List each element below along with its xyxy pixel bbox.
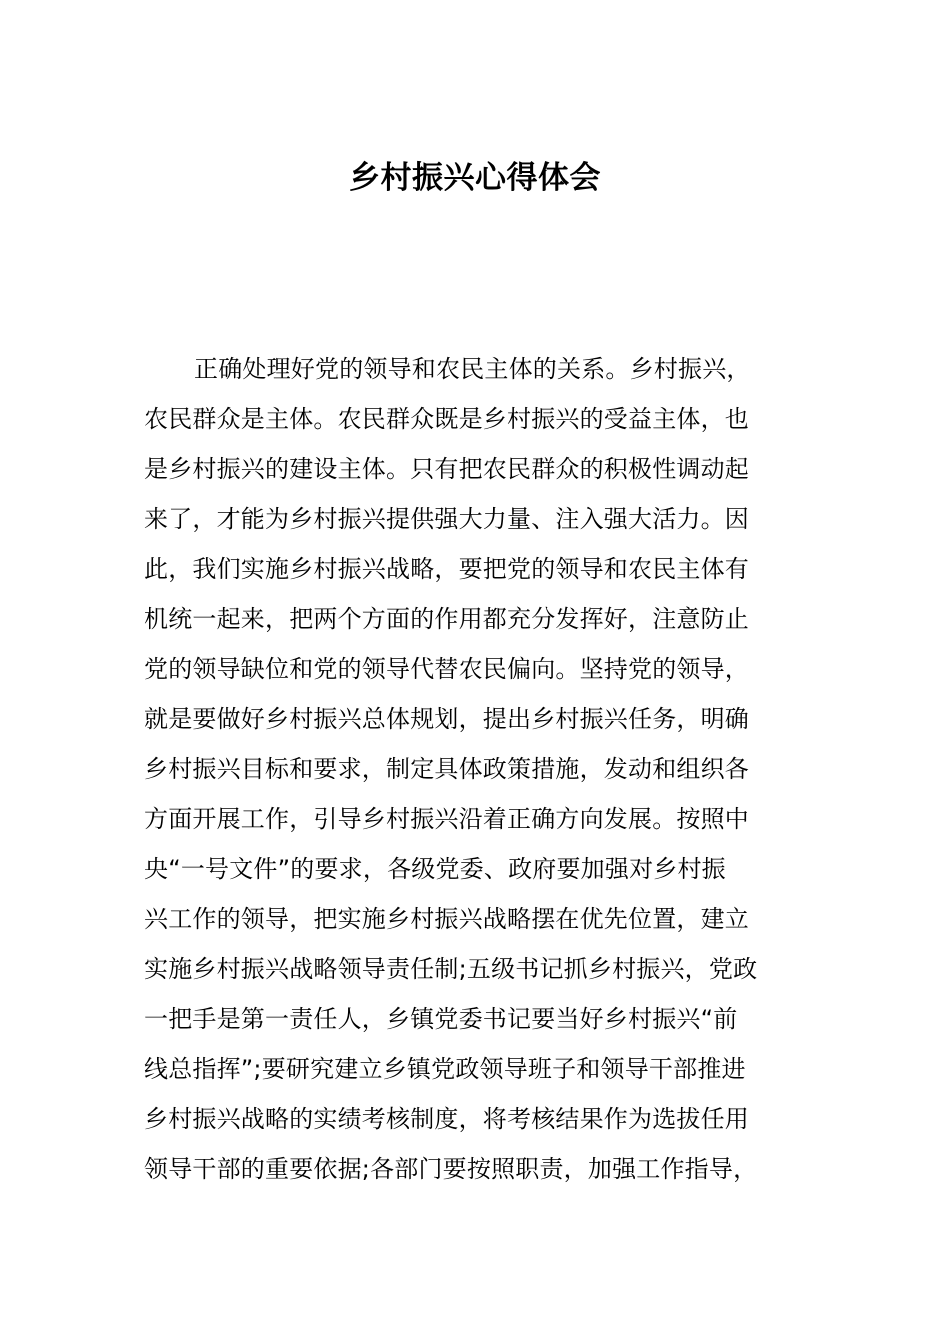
body-line: 机统一起来，把两个方面的作用都充分发挥好，注意防止 <box>144 605 749 633</box>
body-line: 乡村振兴战略的实绩考核制度，将考核结果作为选拔任用 <box>144 1105 749 1133</box>
body-line: 线总指挥”;要研究建立乡镇党政领导班子和领导干部推进 <box>144 1055 746 1083</box>
body-line: 一把手是第一责任人，乡镇党委书记要当好乡村振兴“前 <box>144 1005 738 1033</box>
body-line: 来了，才能为乡村振兴提供强大力量、注入强大活力。因 <box>144 505 749 533</box>
body-line: 党的领导缺位和党的领导代替农民偏向。坚持党的领导， <box>144 655 749 683</box>
body-line: 领导干部的重要依据;各部门要按照职责，加强工作指导， <box>144 1155 758 1183</box>
body-line: 此，我们实施乡村振兴战略，要把党的领导和农民主体有 <box>144 555 749 583</box>
body-line: 兴工作的领导，把实施乡村振兴战略摆在优先位置，建立 <box>144 905 749 933</box>
body-line: 正确处理好党的领导和农民主体的关系。乡村振兴， <box>194 355 751 383</box>
body-line: 乡村振兴目标和要求，制定具体政策措施，发动和组织各 <box>144 755 749 783</box>
body-line: 是乡村振兴的建设主体。只有把农民群众的积极性调动起 <box>144 455 749 483</box>
document-body <box>144 344 814 1194</box>
body-line: 央“一号文件”的要求，各级党委、政府要加强对乡村振 <box>144 855 726 883</box>
document-title: 乡村振兴心得体会 <box>349 160 601 196</box>
body-line: 实施乡村振兴战略领导责任制;五级书记抓乡村振兴，党政 <box>144 955 758 983</box>
body-line: 农民群众是主体。农民群众既是乡村振兴的受益主体，也 <box>144 405 749 433</box>
body-line: 方面开展工作，引导乡村振兴沿着正确方向发展。按照中 <box>144 805 749 833</box>
body-line: 就是要做好乡村振兴总体规划，提出乡村振兴任务，明确 <box>144 705 749 733</box>
